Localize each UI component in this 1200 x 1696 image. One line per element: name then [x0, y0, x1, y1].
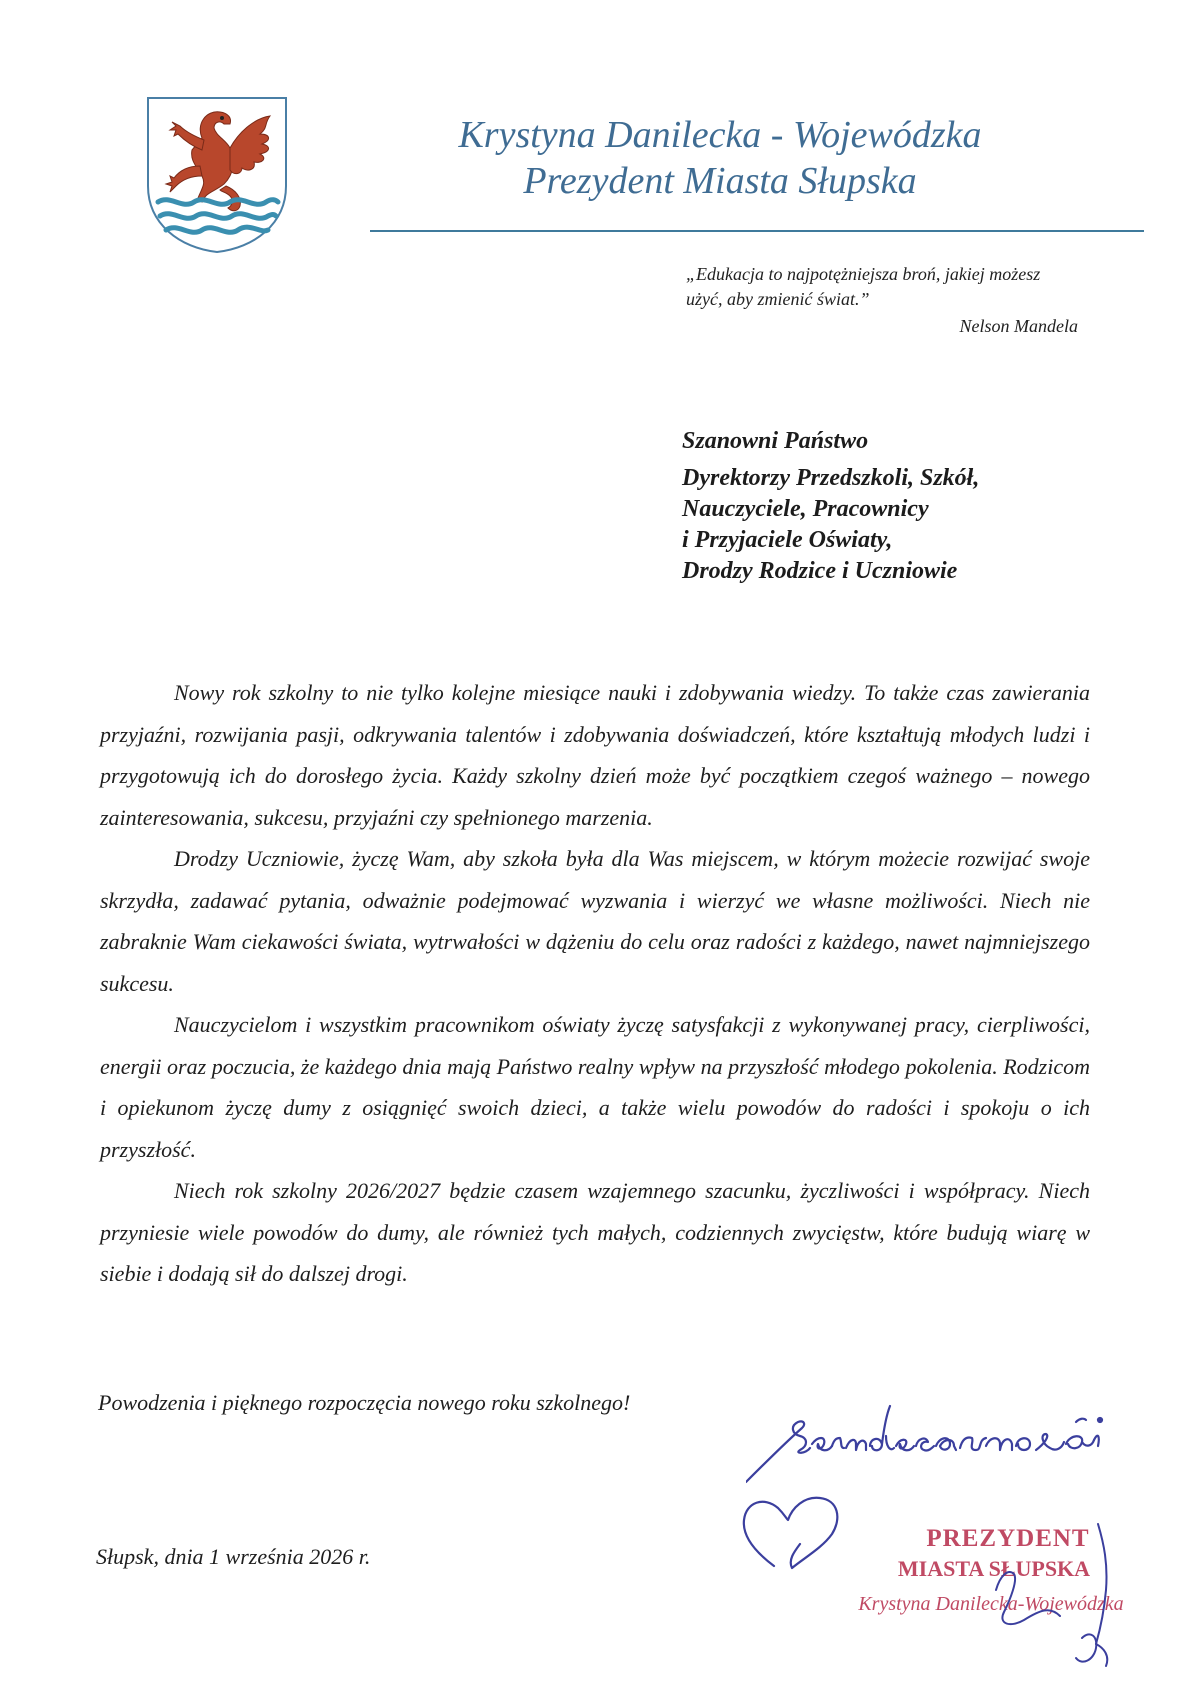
epigraph-quote — [686, 262, 1106, 339]
letterhead — [360, 112, 1080, 204]
quote-text-line1: „Edukacja to najpotężniejsza broń, jakiej możesz — [686, 264, 1041, 284]
place-date: Słupsk, dnia 1 września 2026 r. — [96, 1544, 371, 1569]
closing-line: Powodzenia i pięknego rozpoczęcia nowego roku szkolnego! — [98, 1390, 631, 1415]
signature-scribble — [900, 1520, 1140, 1670]
handwritten-note — [746, 1376, 1196, 1496]
body-paragraph: Nauczycielom i wszystkim pracownikom oświaty życzę satysfakcji z wykonywanej pracy, cierpliwości, energii oraz poczucia, że każdego dnia mają Państwo realny wpływ na przyszłość młodego pokolenia. Rodzicom i opiekunom życzę dumy z osiągnięć swoich dzieci, a także wielu powodów do radości i spokoju o ich przyszłość. — [100, 1012, 1090, 1162]
sender-name: Krystyna Danilecka - Wojewódzka — [458, 114, 982, 156]
body-paragraph: Niech rok szkolny 2026/2027 będzie czasem wzajemnego szacunku, życzliwości i współpracy. Niech przyniesie wiele powodów do dumy, ale również tych małych, codziennych zwycięstw, które budują wiarę w siebie i dodają sił do dalszej drogi. — [100, 1178, 1090, 1286]
stamp-line: MIASTA SŁUPSKA — [897, 1556, 1091, 1581]
address-line: i Przyjaciele Oświaty, — [682, 527, 893, 553]
address-greeting: Szanowni Państwo — [682, 428, 869, 454]
address-line: Dyrektorzy Przedszkoli, Szkół, — [682, 465, 980, 491]
address-line: Nauczyciele, Pracownicy — [682, 496, 929, 522]
body-paragraph: Nowy rok szkolny to nie tylko kolejne miesiące nauki i zdobywania wiedzy. To także czas zawierania przyjaźni, rozwijania pasji, odkrywania talentów i zdobywania doświadczeń, które kształtują młodych ludzi i przygotowują ich do dorosłego życia. Każdy szkolny dzień może być początkiem czegoś ważnego – nowego zainteresowania, sukcesu, przyjaźni czy spełnionego marzenia. — [100, 680, 1090, 830]
stamp-line: PREZYDENT — [926, 1525, 1090, 1552]
address-line: Drodzy Rodzice i Uczniowie — [682, 558, 958, 584]
sender-position: Prezydent Miasta Słupska — [523, 160, 917, 202]
body-paragraph: Drodzy Uczniowie, życzę Wam, aby szkoła była dla Was miejscem, w którym możecie rozwijać swoje skrzydła, zadawać pytania, odważnie podejmować wyzwania i wierzyć we własne możliwości. Niech nie zabraknie Wam ciekawości świata, wytrwałości w dążeniu do celu oraz radości z każdego, nawet najmniejszego sukcesu. — [100, 846, 1090, 996]
recipient-address — [682, 426, 1142, 587]
letter-body — [100, 672, 1090, 1295]
heart-doodle-icon — [738, 1486, 848, 1576]
header-divider — [370, 230, 1144, 232]
coat-of-arms-icon — [144, 94, 290, 254]
stamp-line: Krystyna Danilecka-Wojewódzka — [858, 1593, 1124, 1615]
quote-text-line2: użyć, aby zmienić świat.” — [686, 289, 870, 309]
quote-author: Nelson Mandela — [959, 316, 1078, 336]
